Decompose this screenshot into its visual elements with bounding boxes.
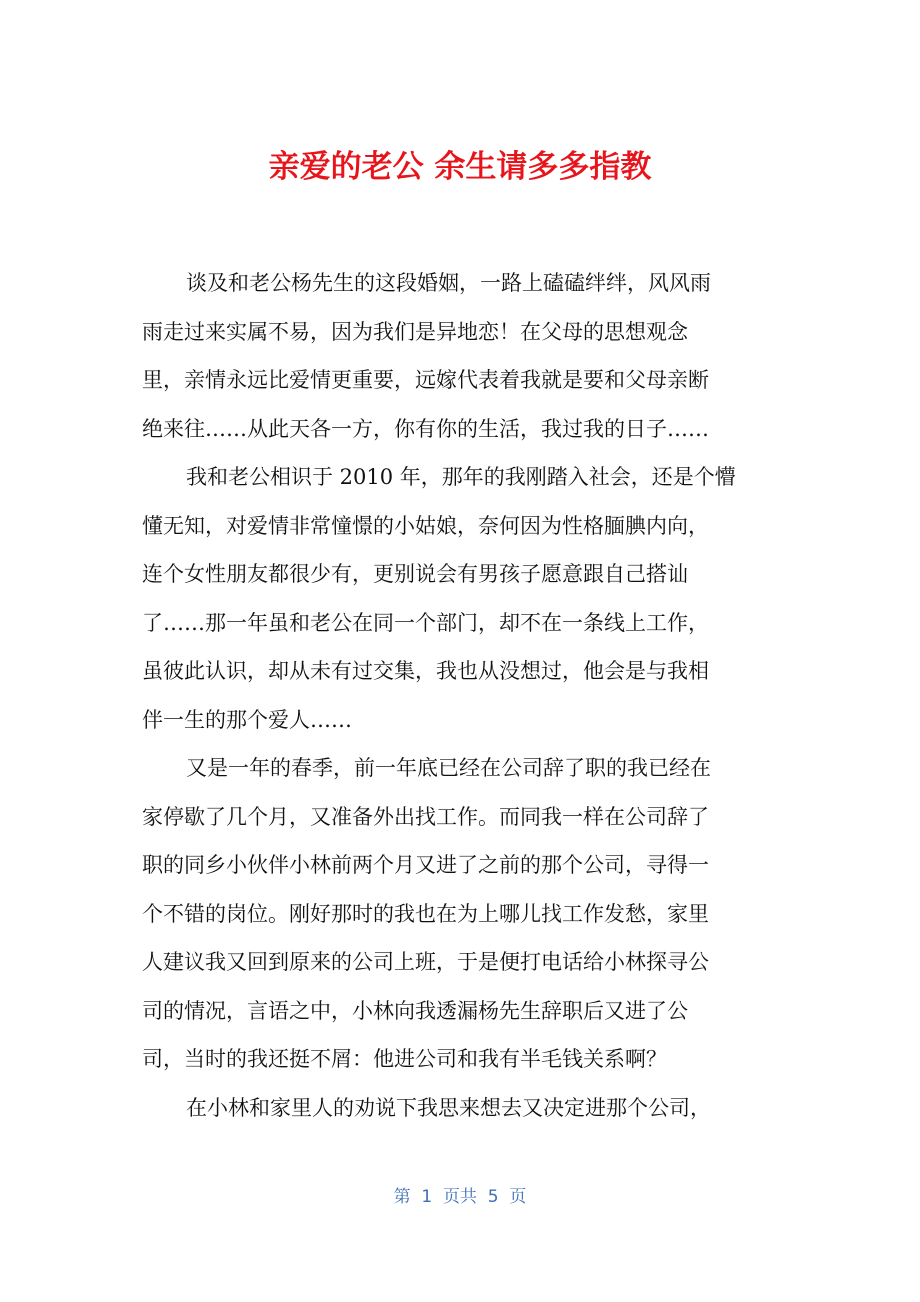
paragraph-3-line-5: 人建议我又回到原来的公司上班，于是便打电话给小林探寻公 (142, 950, 709, 974)
paragraph-3-line-7: 司，当时的我还挺不屑：他进公司和我有半毛钱关系啊？ (142, 1047, 667, 1071)
paragraph-2-line-4: 了……那一年虽和老公在同一个部门，却不在一条线上工作， (142, 610, 709, 635)
article-body (142, 259, 782, 1132)
paragraph-2-line-1: 我和老公相识于 2010 年，那年的我刚踏入社会，还是个懵 (186, 465, 736, 489)
paragraph-1-line-4: 绝来往……从此天各一方，你有你的生活，我过我的日子…… (142, 416, 709, 441)
paragraph-3-line-2: 家停歇了几个月，又准备外出找工作。而同我一样在公司辞了 (142, 804, 709, 829)
paragraph-3-line-3: 职的同乡小伙伴小林前两个月又进了之前的那个公司，寻得一 (142, 853, 709, 877)
paragraph-2-line-3: 连个女性朋友都很少有，更别说会有男孩子愿意跟自己搭讪 (142, 562, 688, 586)
paragraph-2-line-6: 伴一生的那个爱人…… (142, 707, 352, 732)
page-number-footer: 第 1 页共 5 页 (393, 1187, 527, 1207)
paragraph-3-line-6: 司的情况，言语之中，小林向我透漏杨先生辞职后又进了公 (142, 998, 688, 1023)
page-title: 亲爱的老公 余生请多多指教 (268, 149, 652, 185)
paragraph-1-line-1: 谈及和老公杨先生的这段婚姻，一路上磕磕绊绊，风风雨 (186, 271, 711, 295)
paragraph-2-line-2: 懂无知，对爱情非常憧憬的小姑娘，奈何因为性格腼腆内向， (142, 513, 709, 538)
paragraph-1-line-2: 雨走过来实属不易，因为我们是异地恋！在父母的思想观念 (142, 319, 688, 344)
paragraph-3-line-1: 又是一年的春季，前一年底已经在公司辞了职的我已经在 (186, 756, 711, 780)
paragraph-3-line-4: 个不错的岗位。刚好那时的我也在为上哪儿找工作发愁，家里 (142, 901, 709, 926)
paragraph-4-line-1: 在小林和家里人的劝说下我思来想去又决定进那个公司， (186, 1095, 711, 1120)
paragraph-1-line-3: 里，亲情永远比爱情更重要，远嫁代表着我就是要和父母亲断 (142, 368, 709, 392)
paragraph-2-line-5: 虽彼此认识，却从未有过交集，我也从没想过，他会是与我相 (142, 659, 709, 683)
